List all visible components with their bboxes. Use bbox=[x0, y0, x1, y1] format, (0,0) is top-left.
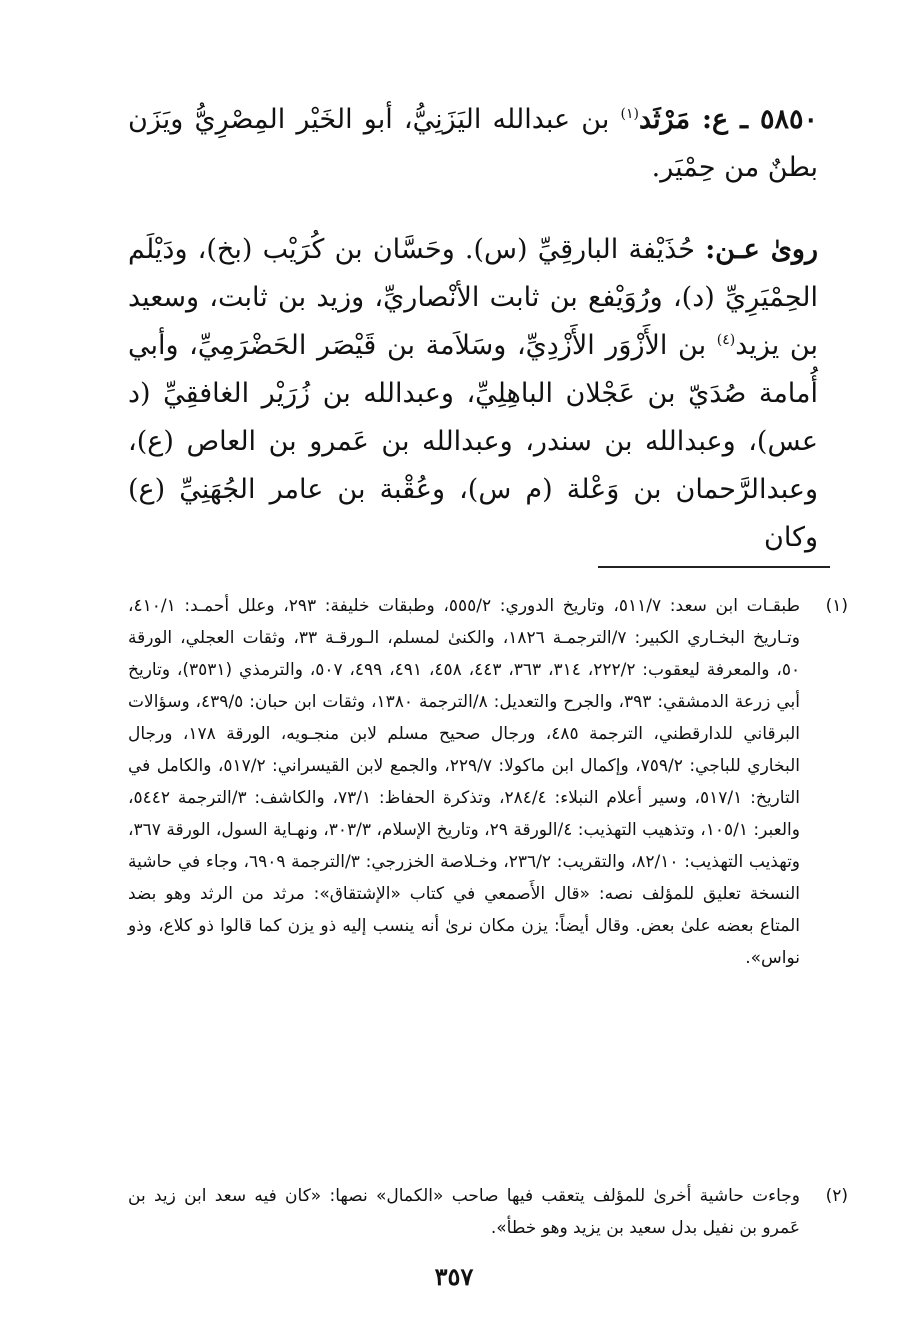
narrators-text-part2: بن الأَزْوَر الأَزْدِيِّ، وسَلاَمة بن قَيْصَر الحَضْرَمِيِّ، وأبي أُمامة صُدَيّ بن عَجْلان الباهِلِيِّ، وعبدالله بن زُرَيْر الغافقِيِّ (د عس)، وعبدالله بن سندر، وعبدالله بن عَمرو بن العاص (ع)، وعبدالرَّحمان بن وَعْلة (م س)، وعُقْبة بن عامر الجُهَنِيِّ (ع) وكان bbox=[128, 330, 818, 553]
footnote-2 bbox=[128, 1180, 848, 1244]
entry-text: بن عبدالله اليَزَنِيُّ، أبو الخَيْر المِصْرِيُّ ويَزَن بطنٌ من حِمْيَر. bbox=[128, 104, 818, 183]
footnote-number: (١) bbox=[825, 596, 848, 616]
footnote-marker-4[interactable]: (٤) bbox=[716, 332, 736, 348]
footnote-text: وجاءت حاشية أخرىٰ للمؤلف يتعقب فيها صاحب «الكمال» نصها: «كان فيه سعد ابن زيد بن عَمرو بن نفيل بدل سعيد بن يزيد وهو خطأ». bbox=[128, 1186, 800, 1238]
narrators-paragraph bbox=[128, 226, 818, 562]
narrators-section bbox=[128, 226, 818, 562]
narrators-text-part1: حُذَيْفة البارقِيِّ (س). وحَسَّان بن كُرَيْب (بخ)، ودَيْلَم الحِمْيَرِيِّ (د)، ورُوَيْفع بن ثابت الأنْصاريِّ، وزيد بن ثابت، وسعيد بن يزيد bbox=[128, 234, 818, 361]
narrators-label: روىٰ عـن: bbox=[705, 234, 818, 265]
footnote-marker-1[interactable]: (١) bbox=[620, 106, 639, 122]
entry-heading: ٥٨٥٠ ـ ع: مَرْثَد bbox=[639, 104, 818, 135]
footnote-divider bbox=[598, 566, 830, 568]
footnote-number: (٢) bbox=[825, 1186, 848, 1206]
footnote-text: طبقـات ابن سعد: ٥١١/٧، وتاريخ الدوري: ٥٥٥/٢، وطبقات خليفة: ٢٩٣، وعلل أحمـد: ٤١٠/١، وتـاريخ البخـاري الكبير: ٧/الترجمـة ١٨٢٦، والكنىٰ لمسلم، الـورقـة ٣٣، وثقات العجلي، الورقة ٥٠، والمعرفة ليعقوب: ٢٢٢/٢، ٣١٤، ٣٦٣، ٤٤٣، ٤٥٨، ٤٩١، ٤٩٩، ٥٠٧، والترمذي (٣٥٣١)، وتاريخ أبي زرعة الدمشقي: ٣٩٣، والجرح والتعديل: ٨/الترجمة ١٣٨٠، وثقات ابن حبان: ٤٣٩/٥، وسؤالات البرقاني للدارقطني، الترجمة ٤٨٥، ورجال صحيح مسلم لابن منجـويه، الورقة ١٧٨، ورجال البخاري للباجي: ٧٥٩/٢، وإكمال ابن ماكولا: ٢٢٩/٧، والجمع لابن القيسراني: ٥١٧/٢، والكامل في التاريخ: ٥١٧/١، وسير أعلام النبلاء: ٢٨٤/٤، وتذكرة الحفاظ: ٧٣/١، والكاشف: ٣/الترجمة ٥٤٤٢، والعبر: ١٠٥/١، وتذهيب التهذيب: ٤/الورقة ٢٩، وتاريخ الإسلام، ٣٠٣/٣، ونهـاية السول، الورقة ٣٦٧، وتهذيب التهذيب: ٨٢/١٠، والتقريب: ٢٣٦/٢، وخـلاصة الخزرجي: ٣/الترجمة ٦٩٠٩، وجاء في حاشية النسخة تعليق للمؤلف نصه: «قال الأَصمعي في كتاب «الإشتقاق»: مرثد من الرثد وهو بضد المتاع بعضه علىٰ بعض. وقال أيضاً: يزن مكان نرىٰ أنه ينسب إليه ذو يزن كما قالوا ذو كلاع، وذو نواس». bbox=[128, 596, 801, 968]
page-number: ٣٥٧ bbox=[434, 1262, 474, 1291]
entry-paragraph bbox=[128, 96, 818, 192]
biography-entry bbox=[128, 96, 818, 192]
footnote-1 bbox=[128, 590, 848, 974]
